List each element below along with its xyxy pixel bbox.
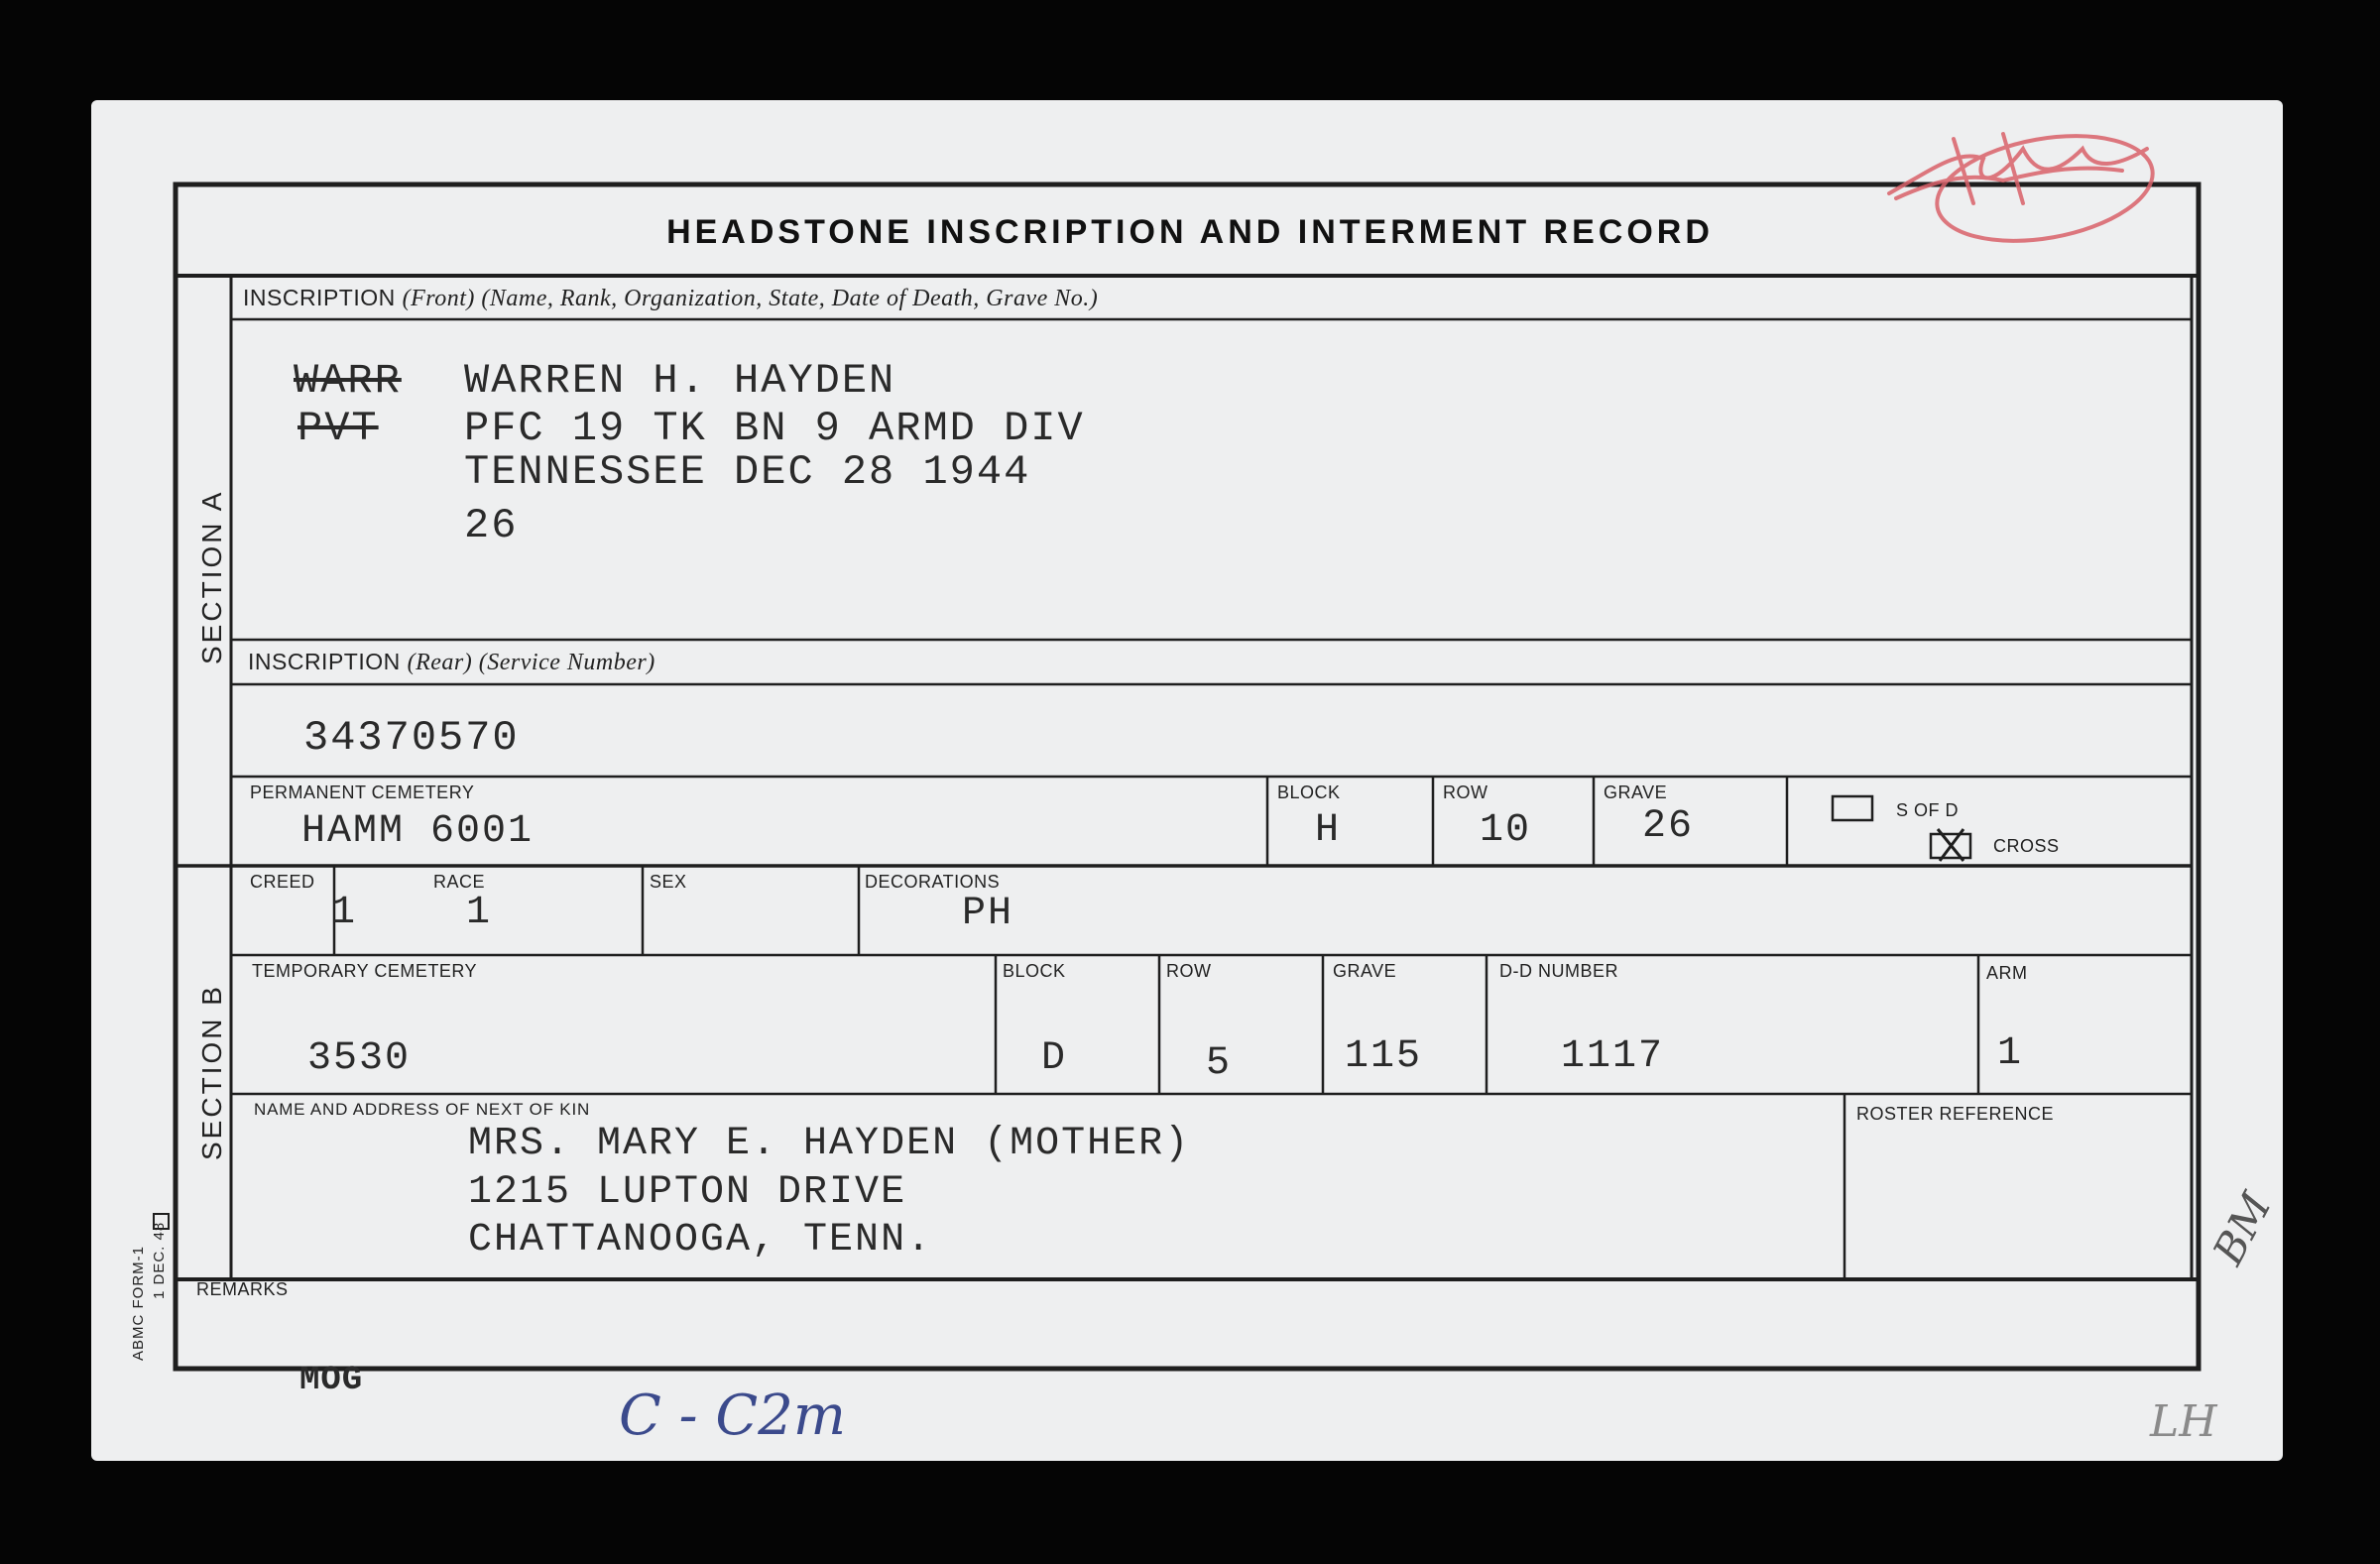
dd-number-label: D-D NUMBER <box>1499 961 1618 981</box>
perm-row-label: ROW <box>1443 782 1488 802</box>
margin-initials: BM <box>2203 1184 2281 1273</box>
next-of-kin-label: NAME AND ADDRESS OF NEXT OF KIN <box>254 1100 591 1119</box>
sex-label: SEX <box>650 872 687 892</box>
permanent-cemetery-label: PERMANENT CEMETERY <box>250 782 475 802</box>
temporary-cemetery-value: 3530 <box>307 1036 412 1081</box>
section-a-label: SECTION A <box>196 489 227 664</box>
form-id-line2: 1 DEC. 48 <box>151 1221 168 1299</box>
temp-row-label: ROW <box>1166 961 1212 981</box>
race-value: 1 <box>466 891 493 935</box>
struck-text-2: PVT <box>298 405 379 452</box>
next-of-kin-street: 1215 LUPTON DRIVE <box>468 1170 907 1215</box>
temp-grave-label: GRAVE <box>1333 961 1397 981</box>
arm-label: ARM <box>1986 963 2028 983</box>
handwritten-note: C - C2m <box>619 1384 846 1448</box>
inscription-rear-detail: (Rear) (Service Number) <box>407 650 655 675</box>
form-id-line1: ABMC FORM-1 <box>130 1246 147 1361</box>
corner-initials: LH <box>2150 1396 2217 1447</box>
permanent-cemetery-value: HAMM 6001 <box>301 809 535 854</box>
inscription-name: WARREN H. HAYDEN <box>464 357 896 405</box>
arm-value: 1 <box>1997 1031 2024 1076</box>
race-label: RACE <box>433 872 486 892</box>
bottom-stamp: MOG <box>299 1362 364 1399</box>
struck-text-1: WARR <box>294 357 402 405</box>
cross-label: CROSS <box>1993 836 2060 856</box>
inscription-front-label: INSCRIPTION (Front) (Name, Rank, Organization, State, Date of Death, Grave No.) <box>243 285 1099 311</box>
inscription-state-date: TENNESSEE DEC 28 1944 <box>464 448 1031 496</box>
perm-block-value: H <box>1315 808 1342 853</box>
temporary-cemetery-label: TEMPORARY CEMETERY <box>252 961 478 981</box>
temp-block-label: BLOCK <box>1003 961 1066 981</box>
s-of-d-label: S OF D <box>1896 800 1960 820</box>
next-of-kin-name: MRS. MARY E. HAYDEN (MOTHER) <box>468 1122 1191 1166</box>
creed-label: CREED <box>250 872 315 892</box>
dd-number-value: 1117 <box>1561 1034 1665 1079</box>
temp-grave-value: 115 <box>1345 1034 1423 1079</box>
decorations-value: PH <box>962 892 1014 936</box>
inscription-front-detail: (Front) (Name, Rank, Organization, State, Date of Death, Grave No.) <box>402 286 1099 311</box>
service-number: 34370570 <box>303 714 520 762</box>
roster-reference-label: ROSTER REFERENCE <box>1856 1104 2055 1124</box>
section-b-label: SECTION B <box>196 984 227 1160</box>
inscription-rear-label: INSCRIPTION (Rear) (Service Number) <box>248 649 655 675</box>
creed-value: 1 <box>331 891 358 935</box>
inscription-rank-unit: PFC 19 TK BN 9 ARMD DIV <box>464 405 1085 452</box>
perm-row-value: 10 <box>1480 808 1532 853</box>
temp-block-value: D <box>1041 1036 1068 1081</box>
perm-grave-value: 26 <box>1642 804 1695 849</box>
next-of-kin-city: CHATTANOOGA, TENN. <box>468 1218 933 1263</box>
inscription-grave-no: 26 <box>464 502 519 549</box>
temp-row-value: 5 <box>1206 1041 1233 1086</box>
form-title: HEADSTONE INSCRIPTION AND INTERMENT RECORD <box>666 213 1714 251</box>
perm-block-label: BLOCK <box>1277 782 1341 802</box>
perm-grave-label: GRAVE <box>1604 782 1668 802</box>
decorations-label: DECORATIONS <box>865 872 1001 892</box>
remarks-label: REMARKS <box>196 1279 289 1299</box>
